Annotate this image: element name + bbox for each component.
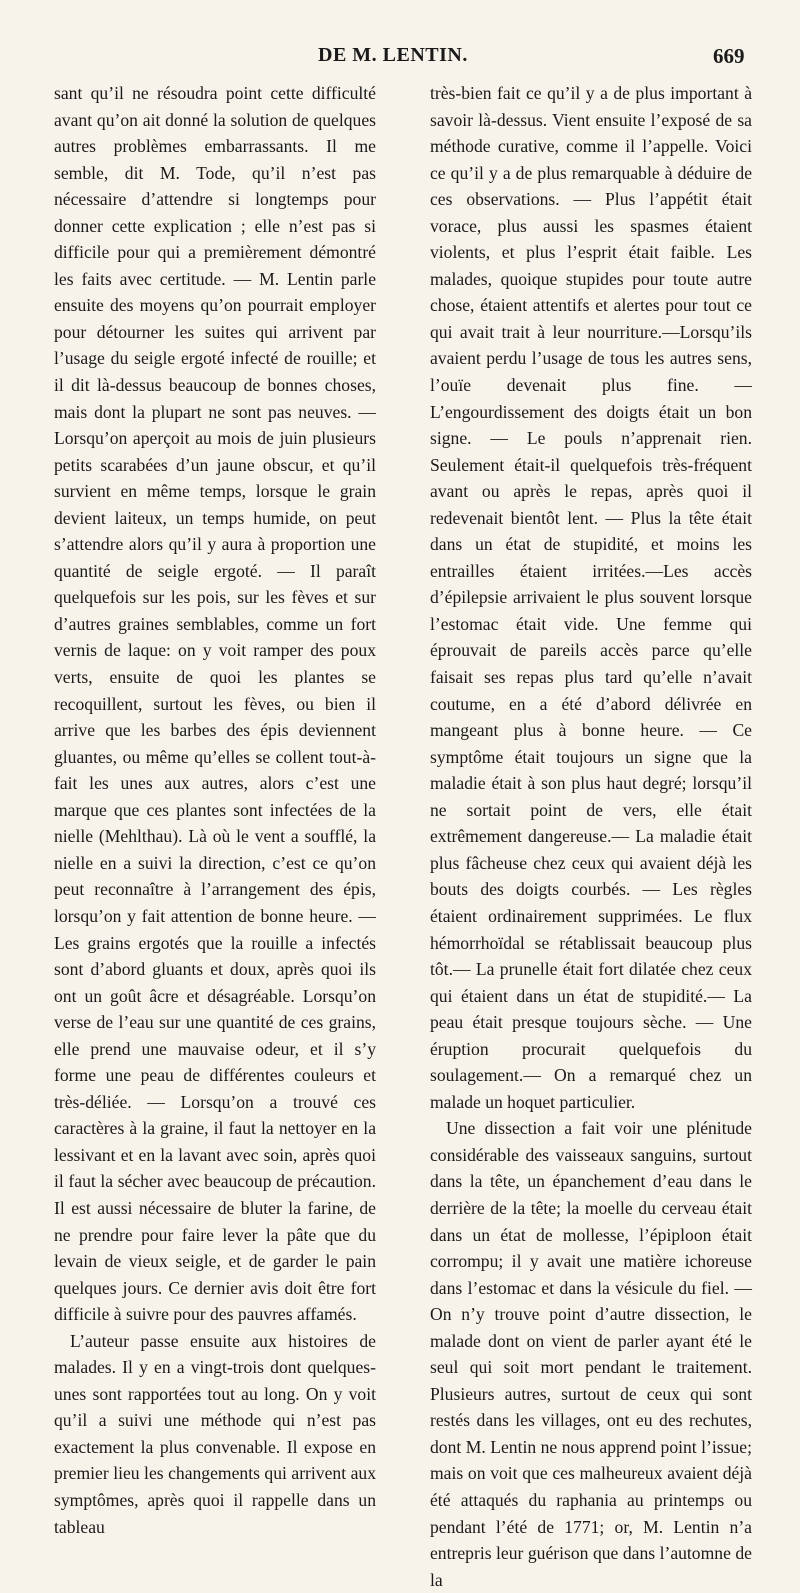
paragraph: Une dissection a fait voir une plénitude considérable des vaisseaux sanguins, surtout dans la tête, un épanchement d’eau dans le derrière de la tête; la moelle du cerveau était dans un état de mollesse, l’épiploon était corrompu; il y avait une matière ichoreuse dans l’estomac et dans la vésicule du fiel. — On n’y trouve point d’autre dissection, le malade dont on vient de parler ayant été le seul qui soit mort pendant le traitement. Plusieurs autres, surtout de ceux qui sont restés dans les villages, ont eu des rechutes, dont M. Lentin ne nous apprend point l’issue; mais on voit que ces malheureux avaient déjà été attaqués du raphania au printemps ou pendant l’été de 1771; or, M. Lentin n’a entrepris leur guérison que dans l’automne de la bbox=[430, 1118, 752, 1590]
paragraph: L’auteur passe ensuite aux histoires de malades. Il y en a vingt-trois dont quelques-unes sont rapportées tout au long. On y voit qu’il a suivi une méthode qui n’est pas exactement la plus convenable. Il expose en premier lieu les changements qui arrivent aux symptômes, après quoi il rappelle dans un tableau bbox=[54, 1330, 376, 1537]
running-head bbox=[0, 44, 800, 74]
paragraph: sant qu’il ne résoudra point cette difficulté avant qu’on ait donné la solution de quelques autres problèmes embarrassants. Il me semble, dit M. Tode, qu’il n’est pas nécessaire d’attendre si longtemps pour donner cette explication ; elle n’est pas si difficile pour qui a premièrement démontré les faits avec certitude. — M. Lentin parle ensuite des moyens qu’on pourrait employer pour détourner les suites qui arrivent par l’usage du seigle ergoté infecté de rouille; et il dit là-dessus beaucoup de bonnes choses, mais dont la plupart ne sont pas neuves. — Lorsqu’on aperçoit au mois de juin plusieurs petits scarabées d’un jaune obscur, et qu’il survient en même temps, lorsque le grain devient laiteux, un temps humide, on peut s’attendre alors qu’il y aura à proportion une quantité de seigle ergoté. — Il paraît quelquefois sur les pois, sur les fèves et sur d’autres graines semblables, comme un fort vernis de laque: on y voit ramper des poux verts, ensuite de quoi les plantes se recoquillent, surtout les fèves, ou bien il arrive que les barbes des épis deviennent gluantes, ou même qu’elles se collent tout-à-fait les unes aux autres, alors c’est une marque que ces plantes sont infectées de la nielle (Mehlthau). Là où le vent a soufflé, la nielle en a suivi la direction, c’est ce qu’on peut reconnaître à l’arrangement des épis, lorsqu’on y fait attention de bonne heure. — Les grains ergotés que la rouille a infectés sont d’abord gluants et doux, après quoi ils ont un goût âcre et désagréable. Lorsqu’on verse de l’eau sur une quantité de ces grains, elle prend une mauvaise odeur, et il s’y forme une peau de différentes couleurs et très-déliée. — Lorsqu’on a trouvé ces caractères à la graine, il faut la nettoyer en la lessivant et en la lavant avec soin, après quoi il faut la sécher avec beaucoup de précaution. Il est aussi nécessaire de bluter la farine, de ne prendre pour faire lever la pâte que du levain de vieux seigle, et de garder le pain quelques jours. Ce dernier avis doit être fort difficile à suivre pour des pauvres affamés. bbox=[54, 83, 376, 1325]
running-title: DE M. LENTIN. bbox=[318, 44, 468, 66]
paragraph: très-bien fait ce qu’il y a de plus important à savoir là-dessus. Vient ensuite l’exposé de sa méthode curative, comme il l’appelle. Voici ce qu’il y a de plus remarquable à déduire de ces observations. — Plus l’appétit était vorace, plus aussi les spasmes étaient violents, et plus l’esprit était faible. Les malades, quoique stupides pour toute autre chose, étaient attentifs et alertes pour tout ce qui avait trait à leur nourriture.—Lorsqu’ils avaient perdu l’usage de tous les autres sens, l’ouïe devenait plus fine. — L’engourdissement des doigts était un bon signe. — Le pouls n’apprenait rien. Seulement était-il quelquefois très-fréquent avant ou après le repas, après quoi il redevenait bientôt lent. — Plus la tête était dans un état de stupidité, et moins les entrailles étaient irritées.—Les accès d’épilepsie arrivaient le plus souvent lorsque l’estomac était vide. Une femme qui éprouvait de pareils accès parce qu’elle faisait ses repas plus tard qu’elle n’avait coutume, en a été d’abord délivrée en mangeant plus à bonne heure. — Ce symptôme était toujours un signe que la maladie était à son plus haut degré; lorsqu’il ne sortait point de vers, elle était extrêmement dangereuse.— La maladie était plus fâcheuse chez ceux qui avaient déjà les bouts des doigts courbés. — Les règles étaient ordinairement supprimées. Le flux hémorrhoïdal se rétablissait beaucoup plus tôt.— La prunelle était fort dilatée chez ceux qui étaient dans un état de stupidité.— La peau était presque toujours sèche. — Une éruption procurait quelquefois du soulagement.— On a remarqué chez un malade un hoquet particulier. bbox=[430, 83, 752, 1112]
left-column bbox=[54, 80, 376, 1540]
page-number: 669 bbox=[713, 44, 745, 68]
right-column bbox=[430, 80, 752, 1593]
